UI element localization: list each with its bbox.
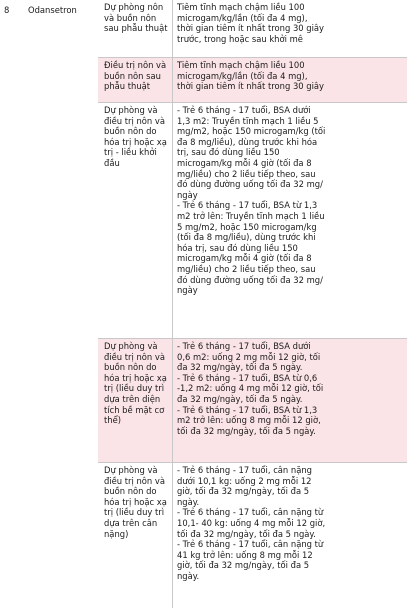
indication-cell: Dự phòng và điều trị nôn và buồn nôn do hóa trị hoặc xạ trị - liều khởi đầu [104, 105, 167, 168]
table-row [98, 0, 407, 57]
dosage-cell: - Trẻ 6 tháng - 17 tuổi, BSA dưới 1,3 m2: Truyền tĩnh mạch 1 liều 5 mg/m2, hoặc 150 microgam/kg (tối đa 8 mg/liều), dùng trước khi hóa trị, sau đó dùng liều 150 microgam/kg mỗi 4 giờ (tối đa 8 mg/liều) cho 2 liều tiếp theo, sau đó dùng đường uống tối đa 32 mg/ ngày - Trẻ 6 tháng - 17 tuổi, BSA từ 1,3 m2 trở lên: Truyền tĩnh mạch 1 liều 5 mg/m2, hoặc 150 microgam/kg (tối đa 8 mg/liều), dùng trước khi hóa trị, sau đó dùng liều 150 microgam/kg mỗi 4 giờ (tối đa 8 mg/liều) cho 2 liều tiếp theo, sau đó dùng đường uống tối đa 32 mg/ ngày [177, 105, 326, 296]
table-row [98, 338, 407, 463]
indication-cell: Dự phòng và điều trị nôn và buồn nôn do hóa trị hoặc xạ trị (liều duy trì dựa trên cân nặng) [104, 465, 167, 539]
dosage-cell: Tiêm tĩnh mạch chậm liều 100 microgam/kg/lần (tối đa 4 mg), thời gian tiêm ít nhất trong 30 giây [177, 60, 325, 92]
indication-cell: Dự phòng và điều trị nôn và buồn nôn do hóa trị hoặc xạ trị (liều duy trì dựa trên diện tích bề mặt cơ thể) [104, 341, 167, 426]
table-row [98, 462, 407, 608]
entry-number: 8 [4, 5, 10, 15]
dosage-cell: - Trẻ 6 tháng - 17 tuổi, BSA dưới 0,6 m2: uống 2 mg mỗi 12 giờ, tối đa 32 mg/ngày, tối đa 5 ngày. - Trẻ 6 tháng - 17 tuổi, BSA từ 0,6 -1,2 m2: uống 4 mg mỗi 12 giờ, tối đa 32 mg/ngày, tối đa 5 ngày. - Trẻ 6 tháng - 17 tuổi, BSA từ 1,3 m2 trở lên: uống 8 mg mỗi 12 giờ, tối đa 32 mg/ngày, tối đa 5 ngày. [177, 341, 324, 436]
drug-name: Odansetron [28, 5, 77, 15]
table-row [98, 102, 407, 339]
indication-cell: Dự phòng nôn và buồn nôn sau phẫu thuật [104, 2, 168, 34]
dosage-cell: - Trẻ 6 tháng - 17 tuổi, cân nặng dưới 10,1 kg: uống 2 mg mỗi 12 giờ, tối đa 32 mg/ngày, tối đa 5 ngày. - Trẻ 6 tháng - 17 tuổi, cân nặng từ 10,1- 40 kg: uống 4 mg mỗi 12 giờ, tối đa 32 mg/ngày, tối đa 5 ngày. - Trẻ 6 tháng - 17 tuổi, cân nặng từ 41 kg trở lên: uống 8 mg mỗi 12 giờ, tối đa 32 mg/ngày, tối đa 5 ngày. [177, 465, 326, 581]
indication-cell: Điều trị nôn và buồn nôn sau phẫu thuật [104, 60, 167, 92]
table-row [98, 57, 407, 103]
dosage-cell: Tiêm tĩnh mạch chậm liều 100 microgam/kg/lần (tối đa 4 mg), thời gian tiêm ít nhất trong 30 giây trước, trong hoặc sau khởi mê [177, 2, 325, 44]
